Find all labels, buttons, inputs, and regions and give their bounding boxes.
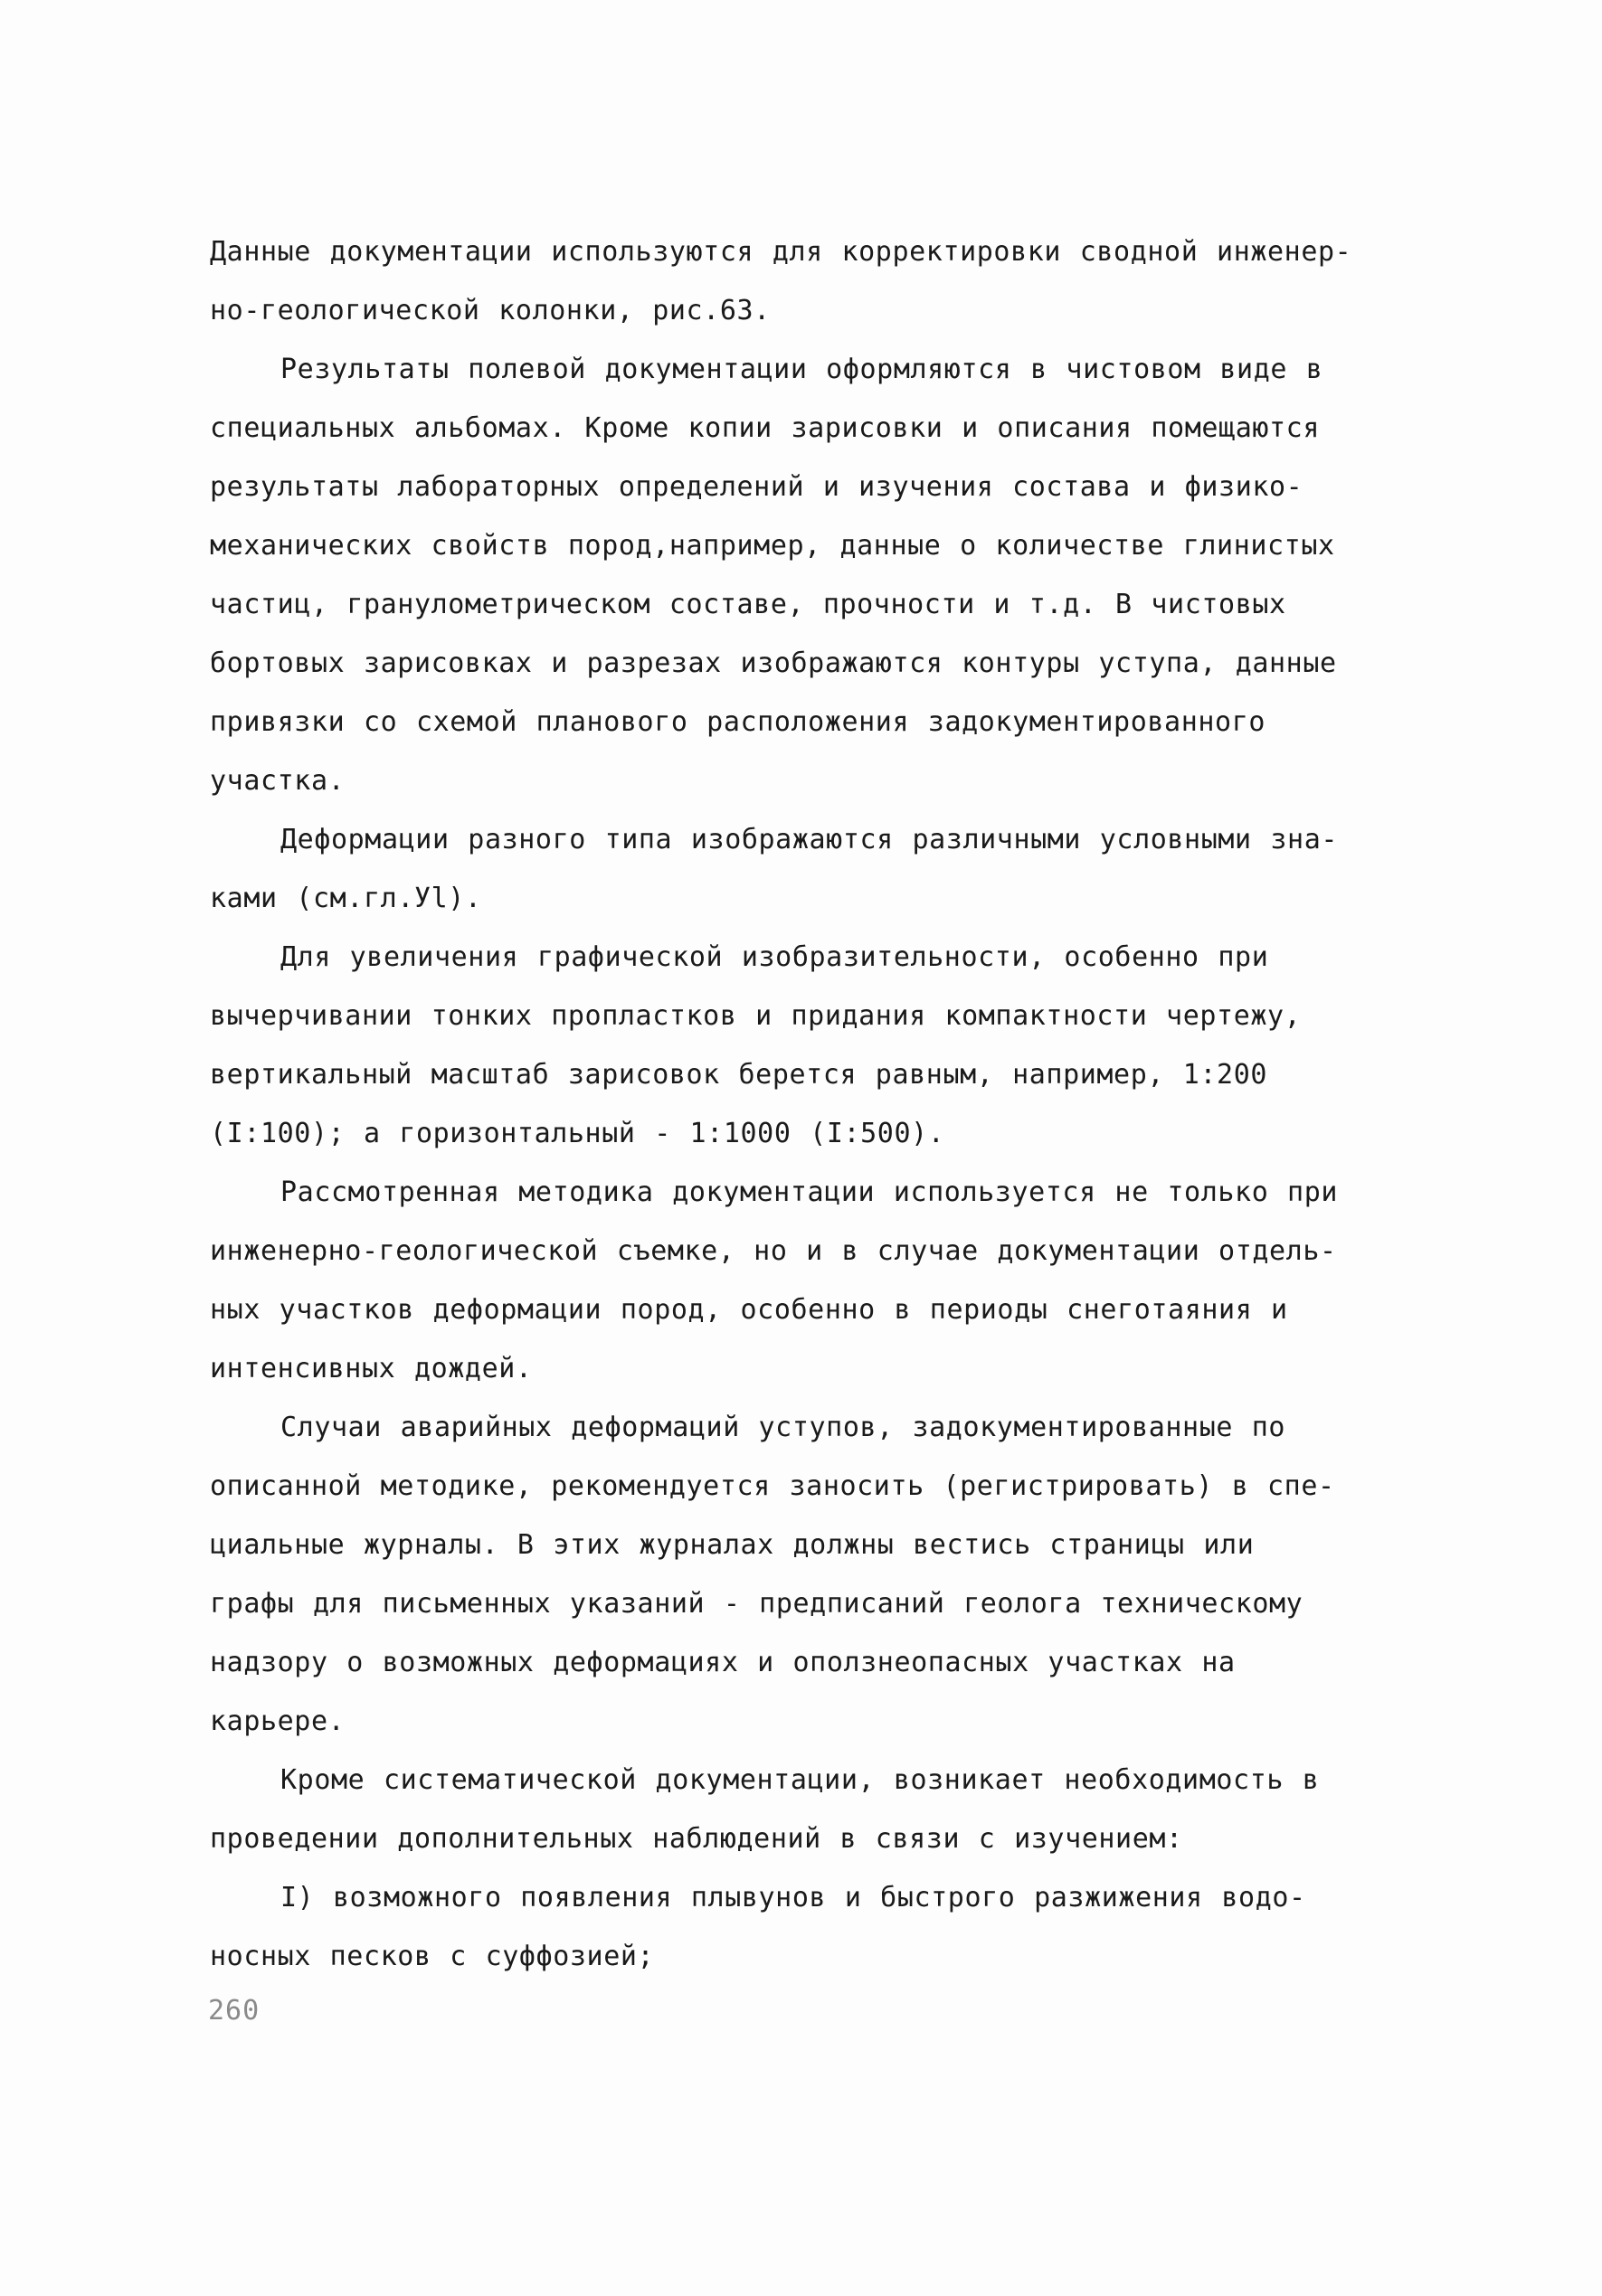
text-line: Кроме систематической документации, возникает необходимость в — [280, 1764, 1320, 1796]
text-line: привязки со схемой планового расположения задокументированного — [210, 706, 1266, 738]
text-line: Для увеличения графической изобразительности, особенно при — [280, 941, 1269, 973]
text-line: частиц, гранулометрическом составе, прочности и т.д. В чистовых — [210, 589, 1286, 620]
paragraph — [210, 810, 1422, 928]
text-line: Результаты полевой документации оформляются в чистовом виде в — [280, 354, 1323, 385]
text-line: интенсивных дождей. — [210, 1353, 533, 1384]
text-line: носных песков с суффозией; — [210, 1941, 655, 1972]
text-line: описанной методике, рекомендуется заносить (регистрировать) в спе- — [210, 1470, 1335, 1502]
text-line: Деформации разного типа изображаются различными условными зна- — [280, 824, 1339, 855]
text-line: карьере. — [210, 1705, 346, 1737]
text-line: результаты лабораторных определений и изучения состава и физико- — [210, 471, 1303, 503]
text-line: циальные журналы. В этих журналах должны вестись страницы или — [210, 1529, 1255, 1561]
paragraph — [210, 1751, 1422, 1868]
text-line: бортовых зарисовках и разрезах изображаются контуры уступа, данные — [210, 647, 1337, 679]
paragraph — [210, 1868, 1422, 1986]
text-line: проведении дополнительных наблюдений в связи с изучением: — [210, 1823, 1183, 1855]
text-line: Данные документации используются для корректировки сводной инженер- — [210, 236, 1352, 268]
paragraph — [210, 1398, 1422, 1751]
text-line: вычерчивании тонких пропластков и придания компактности чертежу, — [210, 1000, 1302, 1032]
paragraph — [210, 340, 1422, 810]
text-line: инженерно-геологической съемке, но и в случае документации отдель- — [210, 1235, 1337, 1267]
text-line: надзору о возможных деформациях и оползнеопасных участках на — [210, 1647, 1236, 1678]
text-line: но-геологической колонки, рис.63. — [210, 295, 771, 326]
text-line: Случаи аварийных деформаций уступов, задокументированные по — [280, 1412, 1286, 1443]
text-line: участка. — [210, 765, 346, 797]
page-number: 260 — [208, 1995, 261, 2027]
paragraph — [210, 928, 1422, 1163]
paragraph — [210, 222, 1422, 340]
body-text — [210, 222, 1422, 1986]
text-line: ных участков деформации пород, особенно в периоды снеготаяния и — [210, 1294, 1288, 1326]
text-line: I) возможного появления плывунов и быстрого разжижения водо- — [280, 1882, 1306, 1913]
text-line: (I:100); а горизонтальный - 1:1000 (I:500). — [210, 1118, 945, 1149]
text-line: Рассмотренная методика документации используется не только при — [280, 1176, 1339, 1208]
text-line: ками (см.гл.Уl). — [210, 883, 482, 914]
text-line: вертикальный масштаб зарисовок берется равным, например, 1:200 — [210, 1059, 1268, 1091]
text-line: механических свойств пород,например, данные о количестве глинистых — [210, 530, 1335, 562]
text-line: специальных альбомах. Кроме копии зарисовки и описания помещаются — [210, 412, 1320, 444]
text-line: графы для письменных указаний - предписаний геолога техническому — [210, 1588, 1303, 1620]
paragraph — [210, 1163, 1422, 1398]
